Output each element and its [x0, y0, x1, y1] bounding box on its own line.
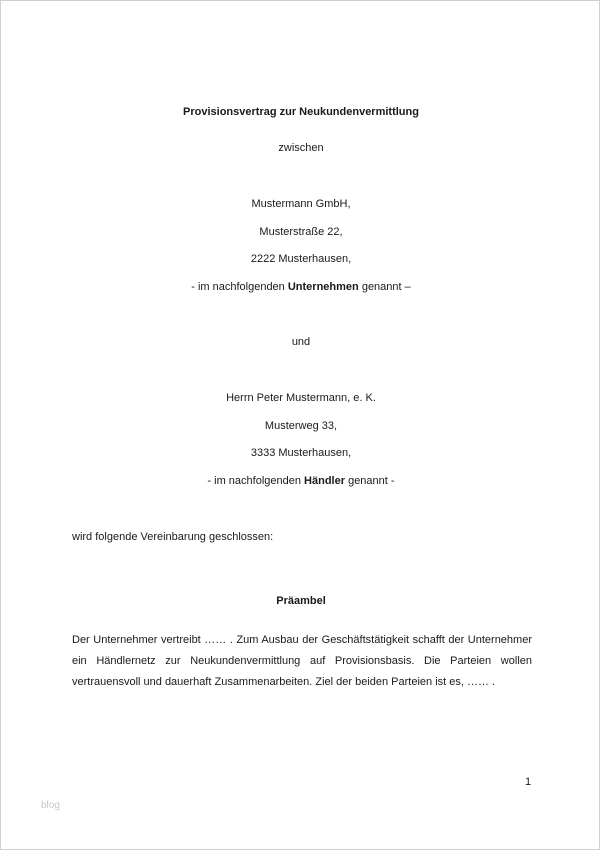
dealer-street: Musterweg 33,	[264, 420, 338, 432]
company-designation	[1, 280, 600, 294]
preamble-heading: Präambel	[276, 595, 326, 607]
company-designation-term: Unternehmen	[287, 281, 359, 293]
dealer-name: Herrn Peter Mustermann, e. K.	[226, 392, 376, 404]
company-designation-suffix: genannt –	[358, 281, 411, 293]
company-name: Mustermann GmbH,	[251, 198, 351, 210]
document-title: Provisionsvertrag zur Neukundenvermittlung	[183, 106, 419, 118]
watermark-text: blog	[41, 800, 60, 811]
company-city: 2222 Musterhausen,	[250, 253, 352, 265]
page-number: 1	[525, 776, 532, 788]
dealer-designation	[1, 474, 600, 488]
between-text: zwischen	[278, 142, 324, 154]
dealer-designation-prefix: - im nachfolgenden	[207, 475, 305, 487]
company-street: Musterstraße 22,	[259, 226, 343, 238]
dealer-designation-suffix: genannt -	[345, 475, 395, 487]
company-designation-prefix: - im nachfolgenden	[191, 281, 288, 293]
dealer-city: 3333 Musterhausen,	[250, 447, 352, 459]
agreement-text: wird folgende Vereinbarung geschlossen:	[72, 531, 274, 543]
dealer-designation-term: Händler	[304, 475, 346, 487]
preamble-paragraph: Der Unternehmer vertreibt …… . Zum Ausbau der Geschäftstätigkeit schafft der Unternehmer ein Händlernetz zur Neukundenvermittlung auf Provisionsbasis. Die Parteien wollen vertrauensvoll und dauerhaft Zusammenarbeiten. Ziel der beiden Parteien ist es, …… .	[72, 634, 532, 688]
and-text: und	[291, 336, 311, 348]
